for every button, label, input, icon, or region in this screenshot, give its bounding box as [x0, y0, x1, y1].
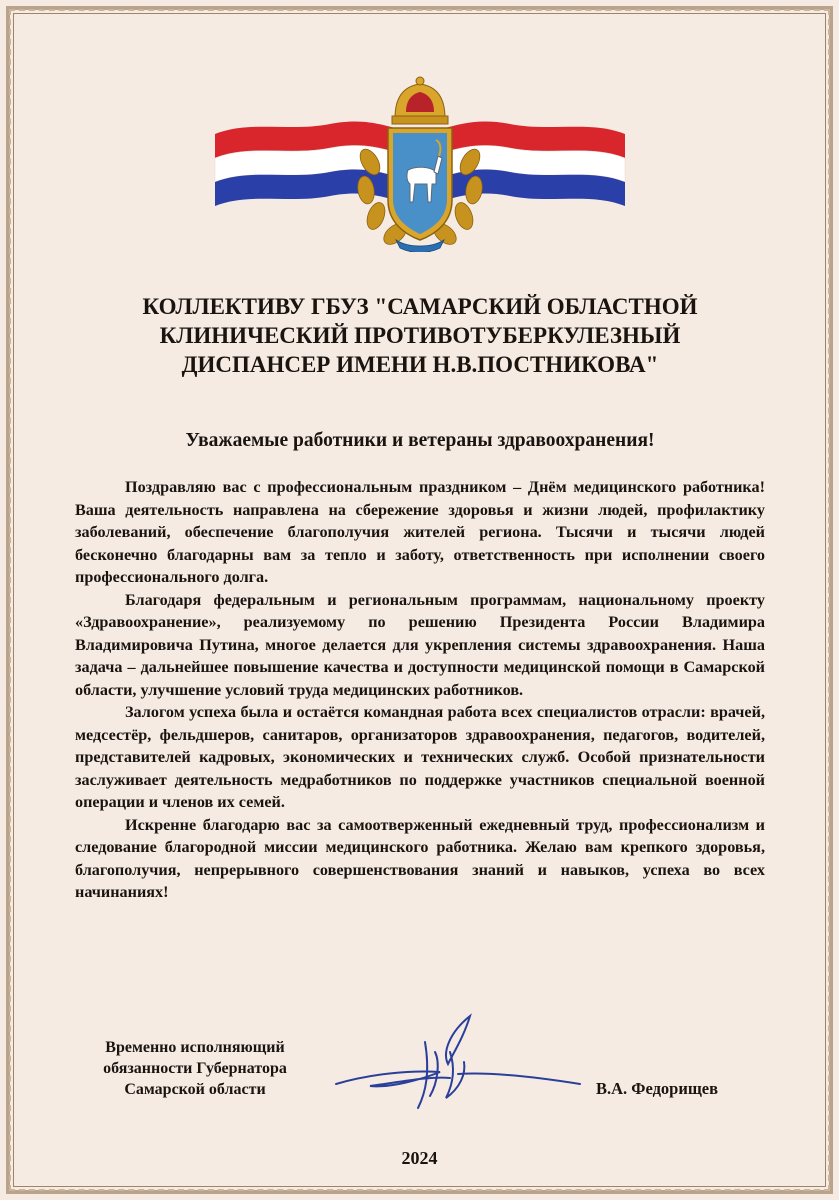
document-title — [80, 292, 760, 379]
signatory-position — [60, 1037, 330, 1100]
greeting-heading: Уважаемые работники и ветераны здравоохранения! — [185, 430, 655, 451]
samara-region-coat-of-arms-emblem — [210, 72, 630, 252]
title-line: КЛИНИЧЕСКИЙ ПРОТИВОТУБЕРКУЛЕЗНЫЙ — [159, 323, 681, 348]
position-line: Временно исполняющий — [105, 1039, 285, 1056]
ribbon-icon — [396, 240, 444, 252]
title-line: КОЛЛЕКТИВУ ГБУЗ "САМАРСКИЙ ОБЛАСТНОЙ — [142, 294, 698, 319]
position-line: Самарской области — [124, 1081, 266, 1098]
title-line: ДИСПАНСЕР ИМЕНИ Н.В.ПОСТНИКОВА" — [181, 352, 659, 377]
letter-body — [75, 476, 765, 904]
paragraph: Залогом успеха была и остаётся командная работа всех специалистов отрасли: врачей, медсестёр, фельдшеров, санитаров, организаторов здравоохранения, педагогов, водителей, представителей кадровых, экономических и технических служб. Особой признательности заслуживает деятельность медработников по поддержке участников специальной военной операции и членов их семей. — [75, 703, 765, 811]
paragraph: Поздравляю вас с профессиональным праздником – Днём медицинского работника! Ваша деятельность направлена на сбережение здоровья и жизни людей, профилактику заболеваний, обеспечение благополучия жителей региона. Тысячи и тысячи людей бесконечно благодарны вам за тепло и заботу, ответственность при исполнении своего профессионального долга. — [75, 478, 765, 586]
position-line: обязанности Губернатора — [103, 1060, 287, 1077]
crown-icon — [392, 77, 448, 124]
signatory-name: В.А. Федорищев — [596, 1079, 719, 1098]
paragraph: Искренне благодарю вас за самоотверженный ежедневный труд, профессионализм и следование благородной миссии медицинского работника. Желаю вам крепкого здоровья, благополучия, непрерывного совершенствования знаний и навыков, успеха во всех начинаниях! — [75, 815, 765, 901]
handwritten-signature — [330, 1012, 590, 1122]
document-year: 2024 — [401, 1148, 438, 1168]
paragraph: Благодаря федеральным и региональным программам, национальному проекту «Здравоохранение», реализуемому по решению Президента России Владимира Владимировича Путина, многое делается для укрепления системы здравоохранения. Наша задача – дальнейшее повышение качества и доступности медицинской помощи в Самарской области, улучшение условий труда медицинских работников. — [75, 590, 765, 699]
